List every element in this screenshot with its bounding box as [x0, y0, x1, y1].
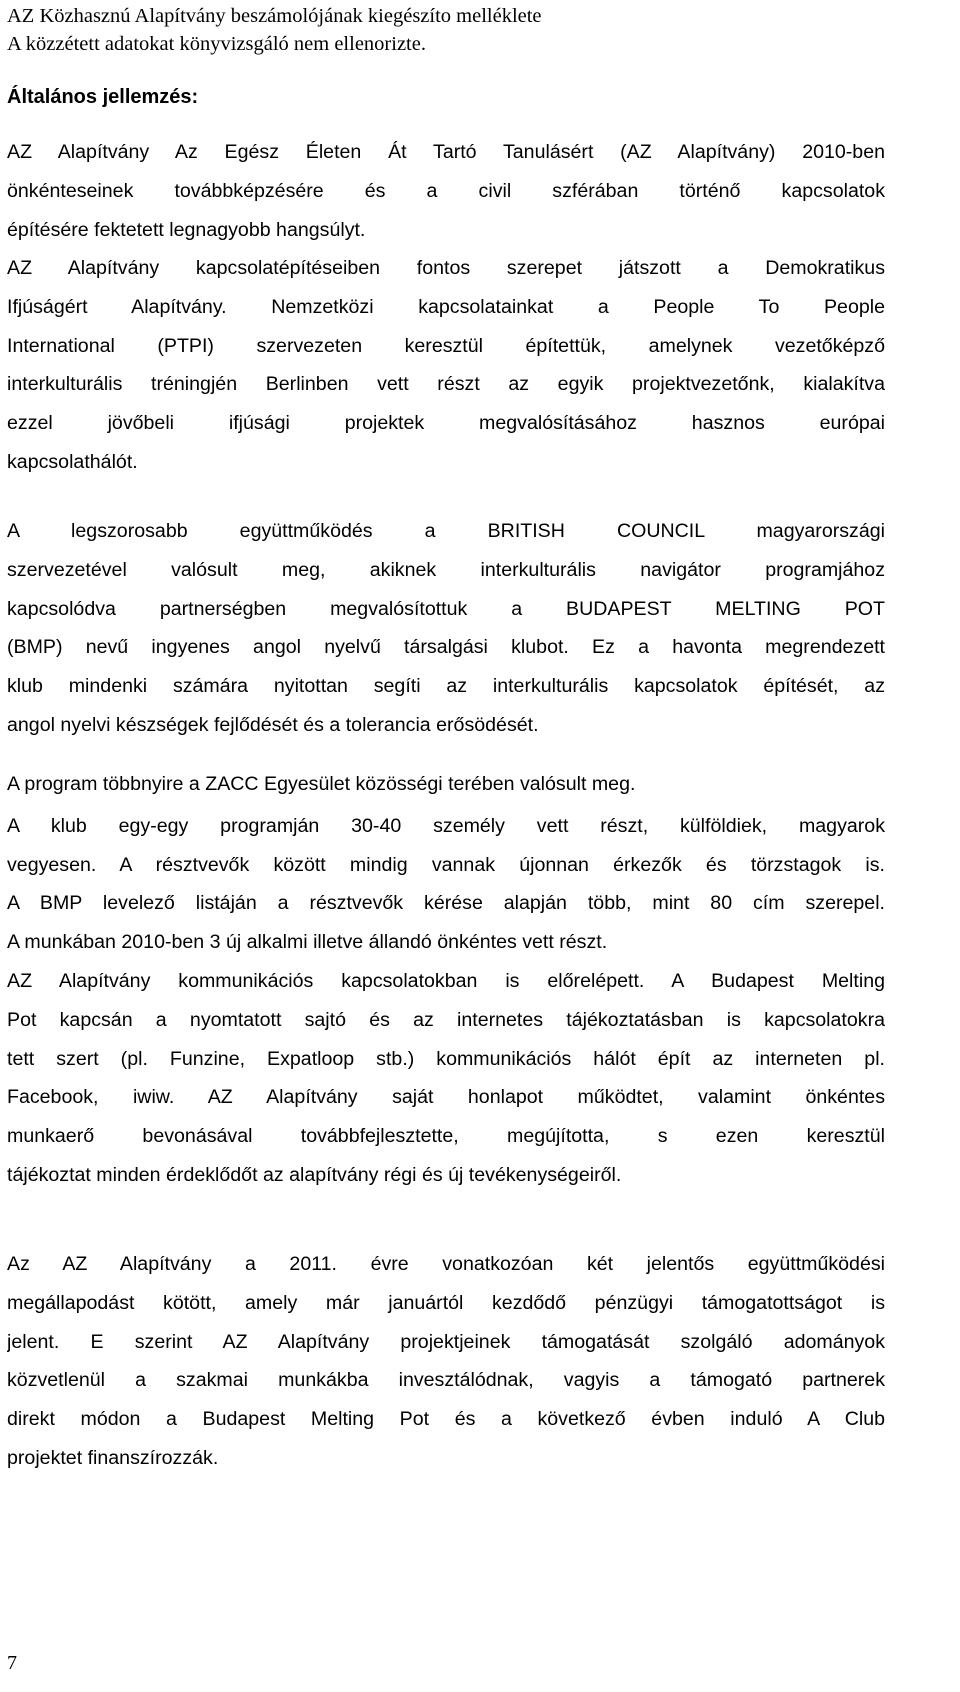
text-line: tett szert (pl. Funzine, Expatloop stb.) kommunikációs hálót épít az interneten pl. — [7, 1047, 885, 1070]
text-line: A program többnyire a ZACC Egyesület közösségi terében valósult meg. — [7, 773, 636, 795]
document-header — [7, 2, 542, 58]
text-line: A legszorosabb együttműködés a BRITISH COUNCIL magyarországi — [7, 520, 885, 542]
paragraph-intro — [7, 133, 885, 249]
text-line: AZ Alapítvány Az Egész Életen Át Tartó Tanulásért (AZ Alapítvány) 2010-ben — [7, 141, 885, 163]
header-line-2: A közzétett adatokat könyvizsgáló nem ellenorizte. — [7, 33, 426, 55]
paragraph-mailing-list — [7, 884, 885, 923]
text-line: munkaerő bevonásával továbbfejlesztette, megújította, s ezen keresztül — [7, 1125, 885, 1148]
text-line: A klub egy-egy programján 30-40 személy vett részt, külföldiek, magyarok — [7, 815, 885, 837]
paragraph-2011-agreements — [7, 1245, 885, 1478]
text-line: ezzel jövőbeli ifjúsági projektek megvalósításához hasznos európai — [7, 412, 885, 435]
text-line: építésére fektetett legnagyobb hangsúlyt. — [7, 218, 366, 241]
paragraph-partnerships — [7, 249, 885, 482]
page-number: 7 — [7, 1652, 17, 1674]
text-line: (BMP) nevű ingyenes angol nyelvű társalgási klubot. Ez a havonta megrendezett — [7, 636, 885, 659]
paragraph-volunteers — [7, 923, 885, 962]
text-line: vegyesen. A résztvevők között mindig vannak újonnan érkezők és törzstagok is. — [7, 853, 885, 876]
section-heading: Általános jellemzés: — [7, 86, 199, 108]
text-line: A munkában 2010-ben 3 új alkalmi illetve állandó önkéntes vett részt. — [7, 931, 608, 953]
text-line: közvetlenül a szakmai munkákba invesztálódnak, vagyis a támogató partnerek — [7, 1369, 885, 1392]
text-line: AZ Alapítvány kapcsolatépítéseiben fontos szerepet játszott a Demokratikus — [7, 257, 885, 279]
text-line: projektet finanszírozzák. — [7, 1446, 219, 1469]
text-line: jelent. E szerint AZ Alapítvány projektjeinek támogatását szolgáló adományok — [7, 1330, 885, 1353]
text-line: kapcsolathálót. — [7, 450, 138, 473]
text-line: AZ Alapítvány kommunikációs kapcsolatokban is előrelépett. A Budapest Melting — [7, 970, 885, 992]
paragraph-british-council — [7, 512, 885, 745]
text-line: direkt módon a Budapest Melting Pot és a következő évben induló A Club — [7, 1408, 885, 1431]
paragraph-club-attendance — [7, 807, 885, 885]
text-line: angol nyelvi készségek fejlődését és a tolerancia erősödését. — [7, 713, 539, 736]
text-line: tájékoztat minden érdeklődőt az alapítvány régi és új tevékenységeiről. — [7, 1163, 622, 1186]
text-line: Facebook, iwiw. AZ Alapítvány saját honlapot működtet, valamint önkéntes — [7, 1086, 885, 1109]
text-line: International (PTPI) szervezeten keresztül építettük, amelynek vezetőképző — [7, 334, 885, 357]
text-line: szervezetével valósult meg, akiknek interkulturális navigátor programjához — [7, 558, 885, 581]
text-line: interkulturális tréningjén Berlinben vett részt az egyik projektvezetőnk, kialakítva — [7, 373, 885, 396]
text-line: klub mindenki számára nyitottan segíti az interkulturális kapcsolatok építését, az — [7, 675, 885, 698]
paragraph-communication — [7, 962, 885, 1195]
text-line: megállapodást kötött, amely már januártól kezdődő pénzügyi támogatottságot is — [7, 1291, 885, 1314]
text-line: Az AZ Alapítvány a 2011. évre vonatkozóan két jelentős együttműködési — [7, 1253, 885, 1275]
paragraph-zacc — [7, 765, 885, 804]
text-line: Ifjúságért Alapítvány. Nemzetközi kapcsolatainkat a People To People — [7, 295, 885, 318]
text-line: Pot kapcsán a nyomtatott sajtó és az internetes tájékoztatásban is kapcsolatokra — [7, 1008, 885, 1031]
text-line: A BMP levelező listáján a résztvevők kérése alapján több, mint 80 cím szerepel. — [7, 892, 885, 914]
text-line: kapcsolódva partnerségben megvalósítottuk a BUDAPEST MELTING POT — [7, 597, 885, 620]
header-line-1: AZ Közhasznú Alapítvány beszámolójának kiegészíto melléklete — [7, 5, 542, 27]
text-line: önkénteseinek továbbképzésére és a civil szférában történő kapcsolatok — [7, 179, 885, 202]
